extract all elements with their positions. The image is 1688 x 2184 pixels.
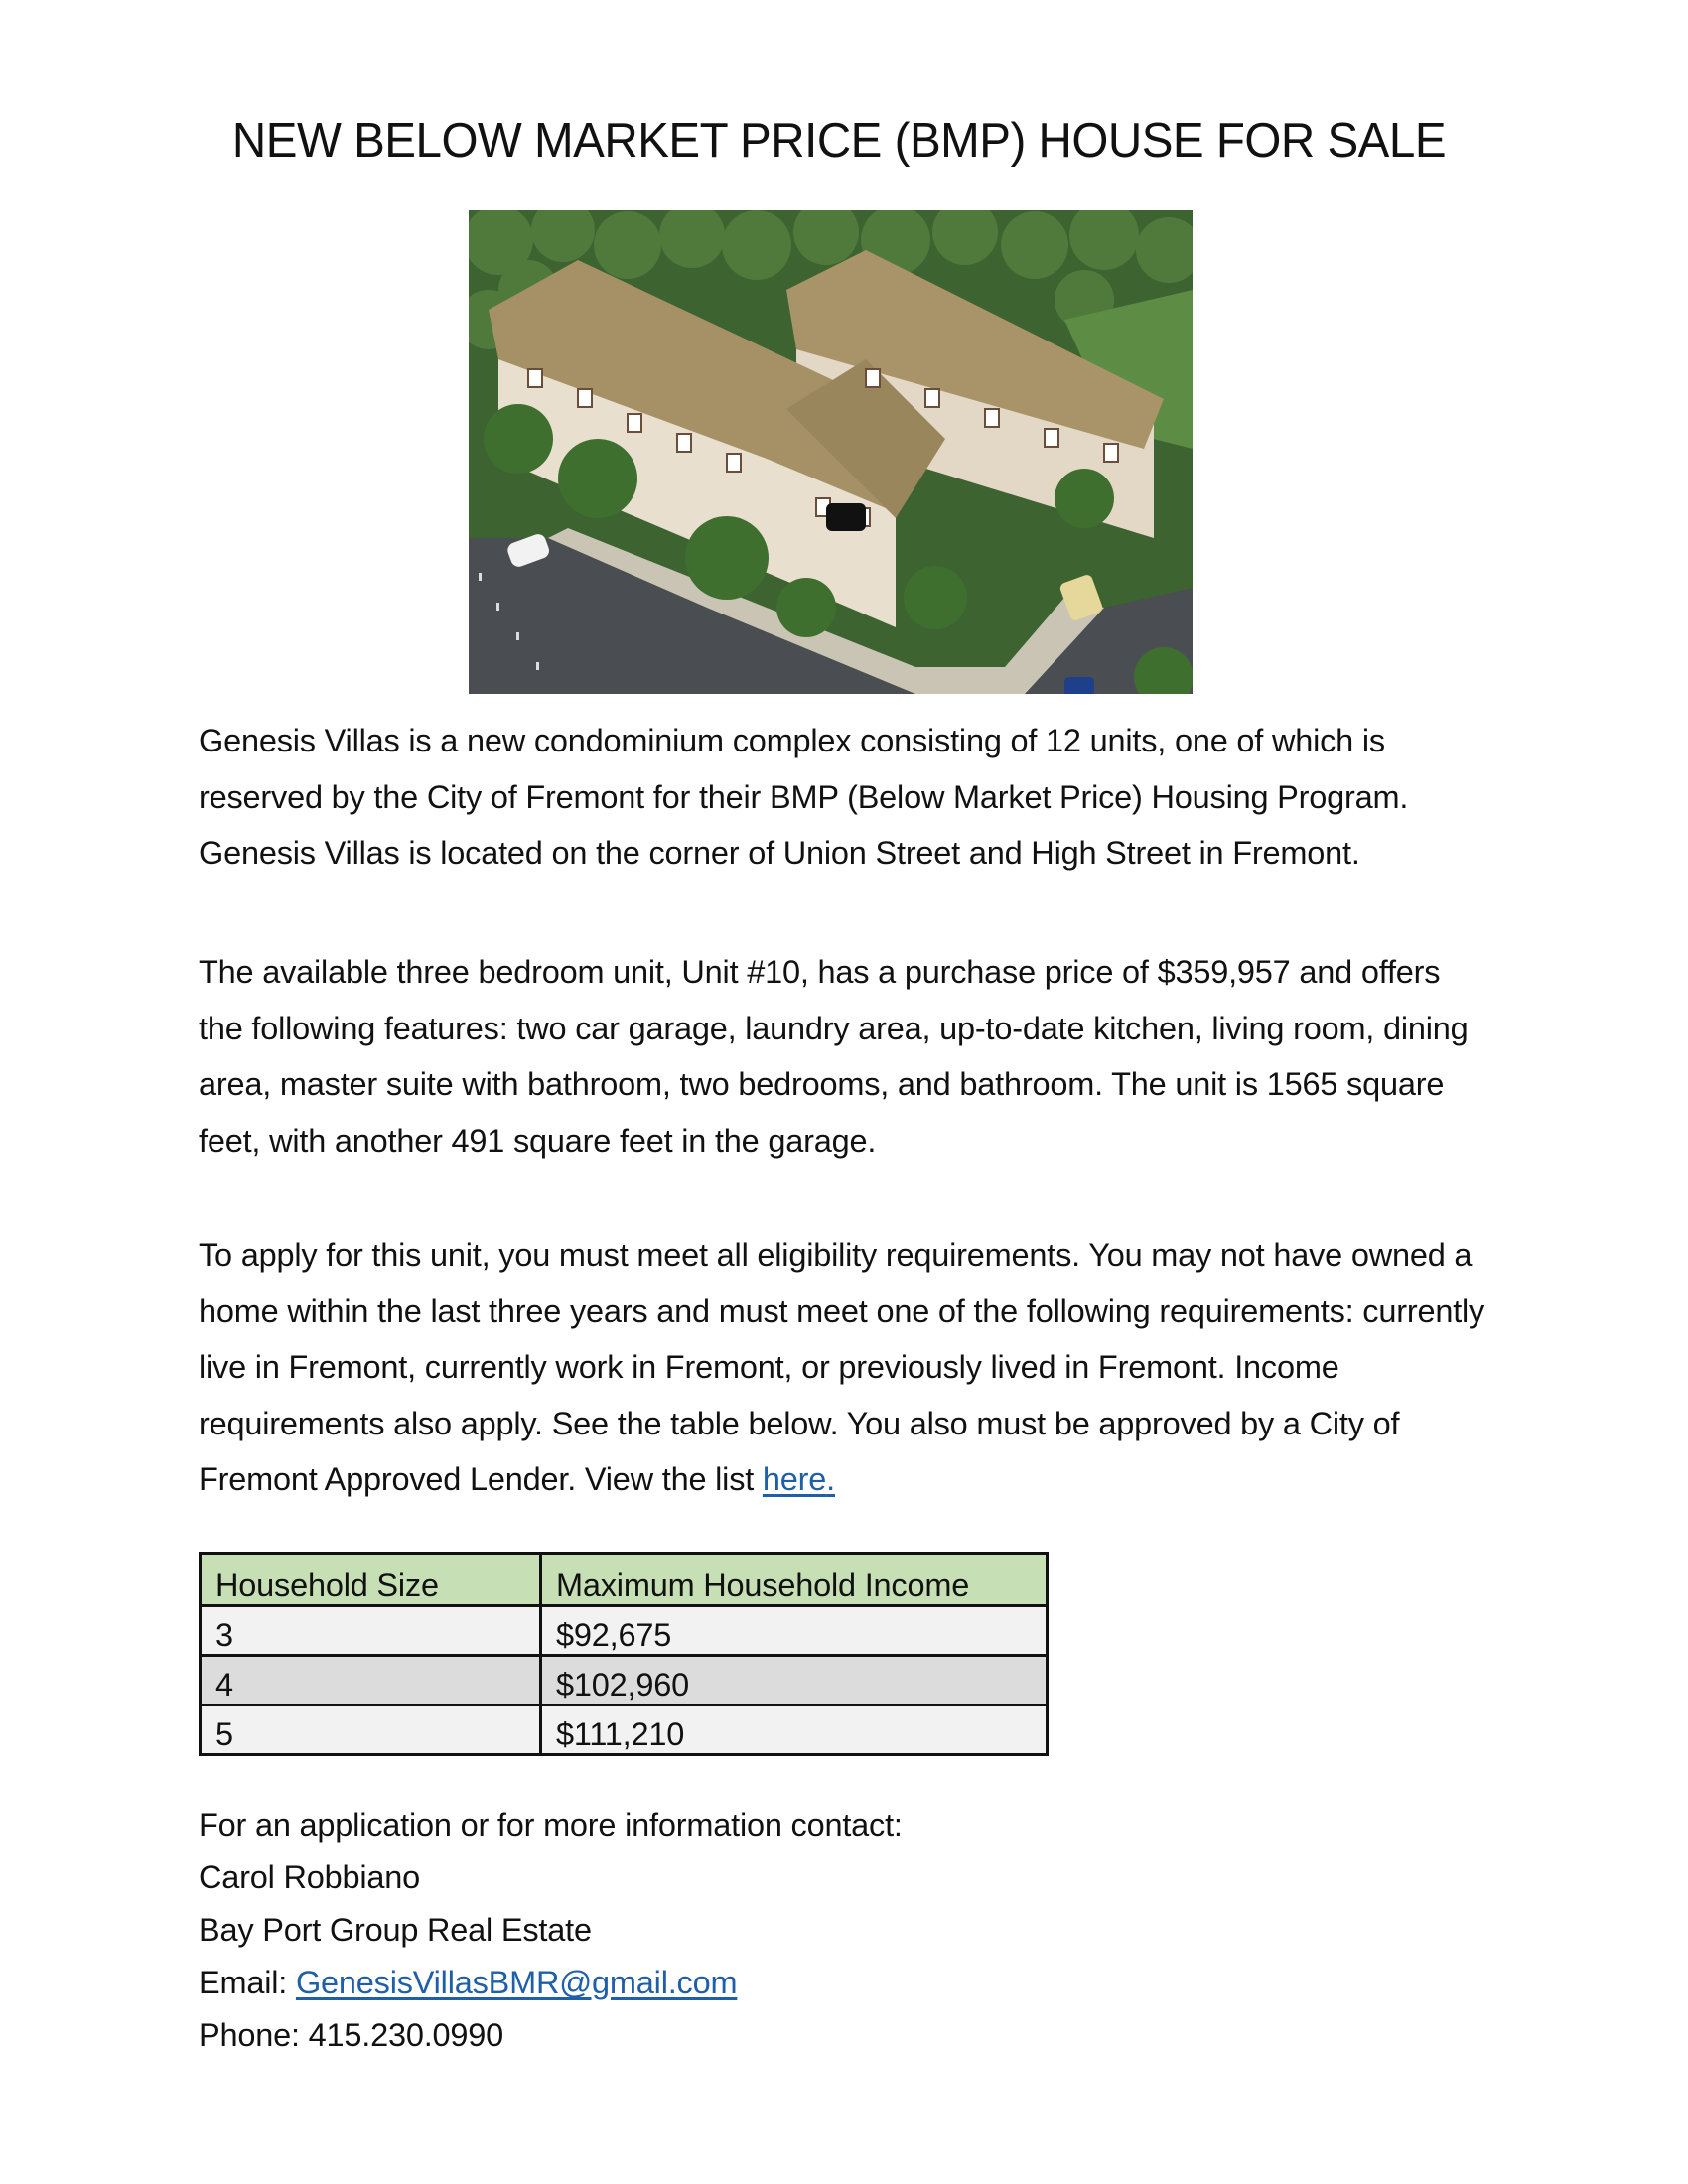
unit-details-paragraph: The available three bedroom unit, Unit #10, has a purchase price of $359,957 and offers the following features: two car garage, laundry area, up-to-date kitchen, living room, dining area, master suite with bathroom, two bedrooms, and bathroom. The unit is 1565 square feet, with another 491 square feet in the garage. xyxy=(199,954,1469,1159)
household-size-cell: 4 xyxy=(201,1656,541,1706)
contact-name: Carol Robbiano xyxy=(199,1859,421,1895)
intro-paragraph: Genesis Villas is a new condominium complex consisting of 12 units, one of which is reserved by the City of Fremont for their BMP (Below Market Price) Housing Program. Genesis Villas is located on the corner of Union Street and High Street in Fremont. xyxy=(199,723,1409,871)
eligibility-text: To apply for this unit, you must meet all eligibility requirements. You may not have owned a home within the last three years and must meet one of the following requirements: currently live in Fremont, currently work in Fremont, or previously lived in Fremont. Income requirements also apply. See the table below. You also must be approved by a City of Fremont Approved Lender. View the list xyxy=(199,1237,1485,1497)
max-income-cell: $102,960 xyxy=(541,1656,1048,1706)
max-income-cell: $111,210 xyxy=(541,1706,1048,1755)
condo-rendering-image xyxy=(469,210,1193,694)
approved-lender-list-link-text[interactable]: here xyxy=(762,1461,827,1497)
header-household-size: Household Size xyxy=(201,1554,541,1606)
table-row xyxy=(201,1606,1048,1656)
max-income-cell: $92,675 xyxy=(541,1606,1048,1656)
table-row xyxy=(201,1656,1048,1706)
table-row xyxy=(201,1706,1048,1755)
contact-intro: For an application or for more information contact: xyxy=(199,1807,903,1843)
phone-number: 415.230.0990 xyxy=(308,2017,504,2053)
contact-company: Bay Port Group Real Estate xyxy=(199,1912,592,1948)
link-period: . xyxy=(826,1461,835,1497)
eligibility-paragraph xyxy=(199,1227,1489,1508)
email-link[interactable]: GenesisVillasBMR@gmail.com xyxy=(295,1965,738,2000)
contact-block xyxy=(199,1799,903,2062)
hero-image xyxy=(469,210,1193,694)
household-size-cell: 3 xyxy=(201,1606,541,1656)
contact-phone-line xyxy=(199,2009,903,2062)
income-limits-table xyxy=(199,1552,1049,1756)
table-header-row xyxy=(201,1554,1048,1606)
contact-email-line xyxy=(199,1957,903,2009)
header-max-household-income: Maximum Household Income xyxy=(541,1554,1048,1606)
approved-lender-list-link[interactable] xyxy=(763,1461,835,1497)
household-size-cell: 5 xyxy=(201,1706,541,1755)
email-label: Email: xyxy=(199,1965,296,2000)
page-title: NEW BELOW MARKET PRICE (BMP) HOUSE FOR SALE xyxy=(231,114,1447,168)
phone-label: Phone: xyxy=(199,2017,309,2053)
